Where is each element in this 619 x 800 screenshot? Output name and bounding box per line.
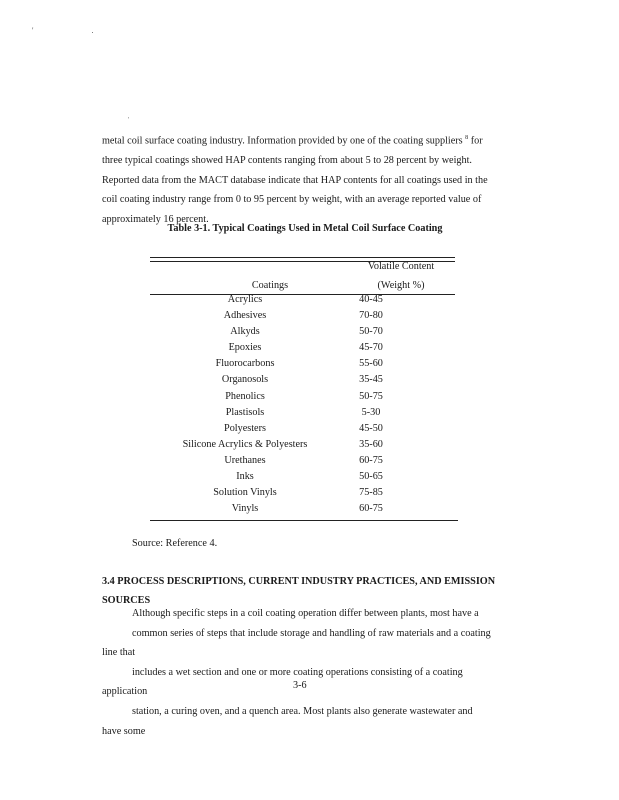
- volatile-content-value: 50-65: [359, 471, 383, 483]
- table-row: [150, 342, 455, 358]
- table-row: [150, 391, 455, 407]
- coating-name: Adhesives: [223, 310, 267, 322]
- table-row: [150, 455, 455, 471]
- table-row: [150, 503, 455, 519]
- section-heading-line-2: SOURCES: [102, 595, 151, 606]
- volatile-content-value: 75-85: [359, 487, 383, 499]
- table-row: [150, 407, 455, 423]
- coating-name: Silicone Acrylics & Polyesters: [182, 438, 308, 450]
- table-body: [150, 294, 455, 519]
- header-weight-percent: (Weight %): [377, 280, 425, 291]
- section-line-1: Although specific steps in a coil coating operation differ between plants, most have a: [132, 608, 479, 619]
- volatile-content-value: 50-70: [359, 326, 383, 338]
- header-volatile-content: Volatile Content: [367, 261, 435, 272]
- volatile-content-value: 35-45: [359, 374, 383, 386]
- table-top-rule: [150, 257, 455, 258]
- coating-name: Vinyls: [231, 503, 259, 515]
- intro-line-4: coil coating industry range from 0 to 95 percent by weight, with an average reported value of: [102, 194, 482, 206]
- intro-line-2: three typical coatings showed HAP contents ranging from about 5 to 28 percent by weight.: [102, 154, 472, 166]
- coating-name: Fluorocarbons: [215, 358, 275, 370]
- table-bottom-rule: [150, 520, 458, 521]
- intro-line-3: Reported data from the MACT database indicate that HAP contents for all coatings used in the: [102, 174, 488, 186]
- volatile-content-value: 55-60: [359, 358, 383, 370]
- coating-name: Alkyds: [230, 326, 260, 338]
- volatile-content-value: 5-30: [361, 406, 381, 418]
- footnote-ref: 8: [465, 135, 469, 141]
- coating-name: Plastisols: [225, 406, 265, 418]
- coating-name: Organosols: [221, 374, 269, 386]
- coating-name: Phenolics: [225, 390, 265, 402]
- volatile-content-value: 45-50: [359, 422, 383, 434]
- section-line-3: includes a wet section and one or more coating operations consisting of a coating application: [102, 666, 463, 698]
- coating-name: Epoxies: [228, 342, 262, 354]
- intro-line-1: metal coil surface coating industry. Information provided by one of the coating suppliers $^8$ for: [102, 135, 483, 147]
- table-row: [150, 374, 455, 390]
- section-paragraph: [102, 604, 494, 741]
- volatile-content-value: 60-75: [359, 503, 383, 515]
- table-row: [150, 358, 455, 374]
- volatile-content-value: 35-60: [359, 438, 383, 450]
- intro-line-5: approximately 16 percent.: [102, 213, 209, 225]
- table-caption: Table 3-1. Typical Coatings Used in Metal Coil Surface Coating: [167, 223, 443, 234]
- section-line-2: common series of steps that include storage and handling of raw materials and a coating line that: [102, 627, 491, 659]
- table-row: [150, 423, 455, 439]
- coating-name: Acrylics: [227, 294, 263, 305]
- coating-name: Inks: [236, 471, 254, 483]
- header-coatings: Coatings: [251, 280, 289, 291]
- section-heading-line-1: 3.4 PROCESS DESCRIPTIONS, CURRENT INDUSTRY PRACTICES, AND EMISSION: [102, 576, 496, 587]
- coating-name: Urethanes: [224, 454, 266, 466]
- volatile-content-value: 50-75: [359, 390, 383, 402]
- section-line-4: station, a curing oven, and a quench area. Most plants also generate wastewater and have some: [102, 705, 473, 737]
- table-row: [150, 487, 455, 503]
- volatile-content-value: 45-70: [359, 342, 383, 354]
- volatile-content-value: 40-45: [359, 294, 383, 305]
- table-row: [150, 471, 455, 487]
- intro-paragraph: [102, 129, 494, 229]
- table-row: [150, 326, 455, 342]
- table-row: [150, 439, 455, 455]
- scan-specks: ' .: [32, 26, 122, 35]
- volatile-content-value: 60-75: [359, 454, 383, 466]
- coating-name: Solution Vinyls: [213, 487, 277, 499]
- table-source: Source: Reference 4.: [132, 538, 218, 549]
- page-number: 3-6: [293, 680, 307, 691]
- volatile-content-value: 70-80: [359, 310, 383, 322]
- scan-speck: ': [128, 116, 130, 124]
- table-row: [150, 294, 455, 310]
- table-row: [150, 310, 455, 326]
- coating-name: Polyesters: [224, 422, 266, 434]
